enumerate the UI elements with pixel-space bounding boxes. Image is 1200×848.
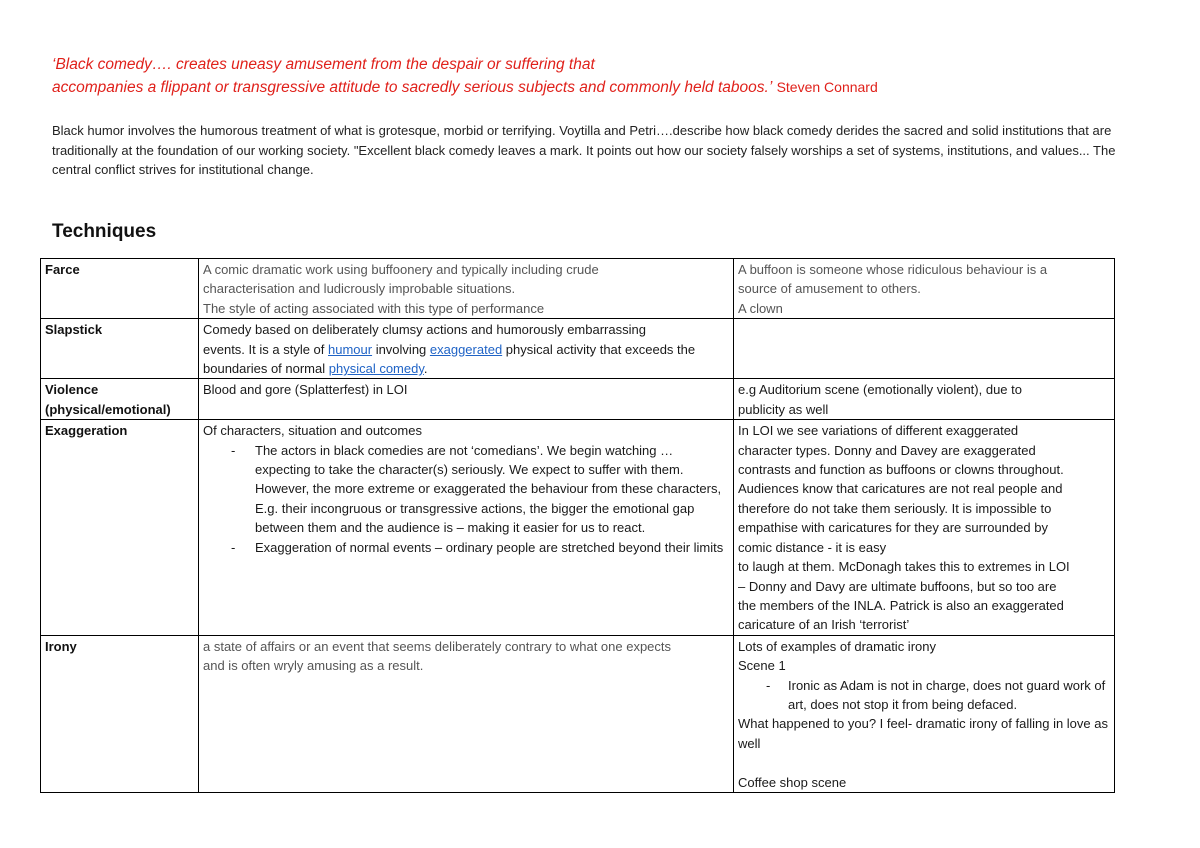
note-cell <box>734 259 1115 319</box>
note-line: caricature of an Irish ‘terrorist’ <box>738 617 910 633</box>
definition-cell: Blood and gore (Splatterfest) in LOI <box>199 379 734 420</box>
table-row <box>41 259 1115 319</box>
term-cell: Exaggeration <box>41 420 199 635</box>
quote-line-2: accompanies a flippant or transgressive attitude to sacredly serious subjects and commonly held taboos.’ <box>52 79 773 96</box>
quote-author: Steven Connard <box>776 79 878 95</box>
physical-comedy-link[interactable]: physical comedy <box>328 361 424 377</box>
definition-text: events. It is a style of <box>203 341 328 357</box>
humour-link[interactable]: humour <box>328 341 373 357</box>
definition-cell <box>199 319 734 379</box>
definition-text: physical activity that exceeds the <box>502 341 696 357</box>
quote-line-1: ‘Black comedy…. creates uneasy amusement from the despair or suffering that <box>52 56 595 73</box>
definition-line: The style of acting associated with this type of performance <box>203 300 545 316</box>
note-line: In LOI we see variations of different exaggerated <box>738 423 1019 439</box>
note-line: source of amusement to others. <box>738 281 921 297</box>
list-item: - Ironic as Adam is not in charge, does not guard work of art, does not stop it from being defaced. <box>788 676 1110 715</box>
definition-cell <box>199 635 734 792</box>
definition-line: and is often wryly amusing as a result. <box>203 658 424 674</box>
techniques-table <box>40 258 1115 793</box>
note-line: the members of the INLA. Patrick is also an exaggerated <box>738 597 1064 613</box>
definition-line: Comedy based on deliberately clumsy actions and humorously embarrassing <box>203 322 646 338</box>
definition-line: A comic dramatic work using buffoonery and typically including crude <box>203 262 599 277</box>
note-line: A clown <box>738 300 783 316</box>
note-line: A buffoon is someone whose ridiculous behaviour is a <box>738 262 1048 277</box>
note-cell <box>734 635 1115 792</box>
note-line: comic distance - it is easy <box>738 539 887 555</box>
note-line: Lots of examples of dramatic irony <box>738 638 936 654</box>
list-item: - Exaggeration of normal events – ordinary people are stretched beyond their limits <box>255 538 729 557</box>
exaggerated-link[interactable]: exaggerated <box>429 341 503 357</box>
list-item: - The actors in black comedies are not ‘comedians’. We begin watching … expecting to take the character(s) seriously. We expect to suffer with them. However, the more extreme or exaggerated the behaviour from these characters, E.g. their incongruous or transgressive actions, the bigger the emotional gap between them and the audience is – making it easier for us to react. <box>255 441 729 538</box>
term-cell: Slapstick <box>41 319 199 379</box>
definition-text: boundaries of normal <box>203 361 329 377</box>
definition-line: Of characters, situation and outcomes <box>203 423 422 439</box>
note-line: therefore do not take them seriously. It is impossible to <box>738 500 1052 516</box>
section-heading: Techniques <box>52 221 157 242</box>
table-row <box>41 420 1115 635</box>
note-line: contrasts and function as buffoons or clowns throughout. <box>738 462 1064 478</box>
note-cell <box>734 319 1115 379</box>
note-line: Coffee shop scene <box>738 774 847 790</box>
bullet-list <box>203 441 729 557</box>
definition-cell <box>199 420 734 635</box>
bullet-list <box>738 676 1110 715</box>
note-line: – Donny and Davy are ultimate buffoons, but so too are <box>738 578 1057 594</box>
definition-line: a state of affairs or an event that seems deliberately contrary to what one expects <box>203 638 672 654</box>
table-row <box>41 379 1115 420</box>
intro-paragraph: Black humor involves the humorous treatment of what is grotesque, morbid or terrifying. Voytilla and Petri….describe how black comedy derides the sacred and solid institutions that are traditionally at the foundation of our working society. "Excellent black comedy leaves a mark. It points out how our society falsely worships a set of systems, institutions, and values... The central conflict strives for institutional change. <box>52 123 1116 177</box>
note-line: Scene 1 <box>738 658 786 674</box>
term-cell: Irony <box>41 635 199 792</box>
note-cell <box>734 420 1115 635</box>
table-row <box>41 319 1115 379</box>
note-line: publicity as well <box>738 401 829 417</box>
note-line: e.g Auditorium scene (emotionally violent), due to <box>738 382 1022 398</box>
definition-text: involving <box>372 341 430 357</box>
epigraph-quote <box>52 53 1162 99</box>
definition-line: characterisation and ludicrously improbable situations. <box>203 281 516 297</box>
term-cell <box>41 379 199 420</box>
definition-text: . <box>423 361 428 377</box>
note-line: What happened to you? I feel- dramatic irony of falling in love as well <box>738 716 1108 751</box>
note-line: to laugh at them. McDonagh takes this to extremes in LOI <box>738 559 1070 575</box>
definition-cell <box>199 259 734 319</box>
note-line: character types. Donny and Davey are exaggerated <box>738 442 1036 458</box>
term-line: (physical/emotional) <box>45 401 171 417</box>
note-cell <box>734 379 1115 420</box>
note-line: empathise with caricatures for they are surrounded by <box>738 520 1048 536</box>
note-line: Audiences know that caricatures are not real people and <box>738 481 1063 497</box>
term-cell: Farce <box>41 259 199 319</box>
term-line: Violence <box>45 382 99 398</box>
table-row <box>41 635 1115 792</box>
